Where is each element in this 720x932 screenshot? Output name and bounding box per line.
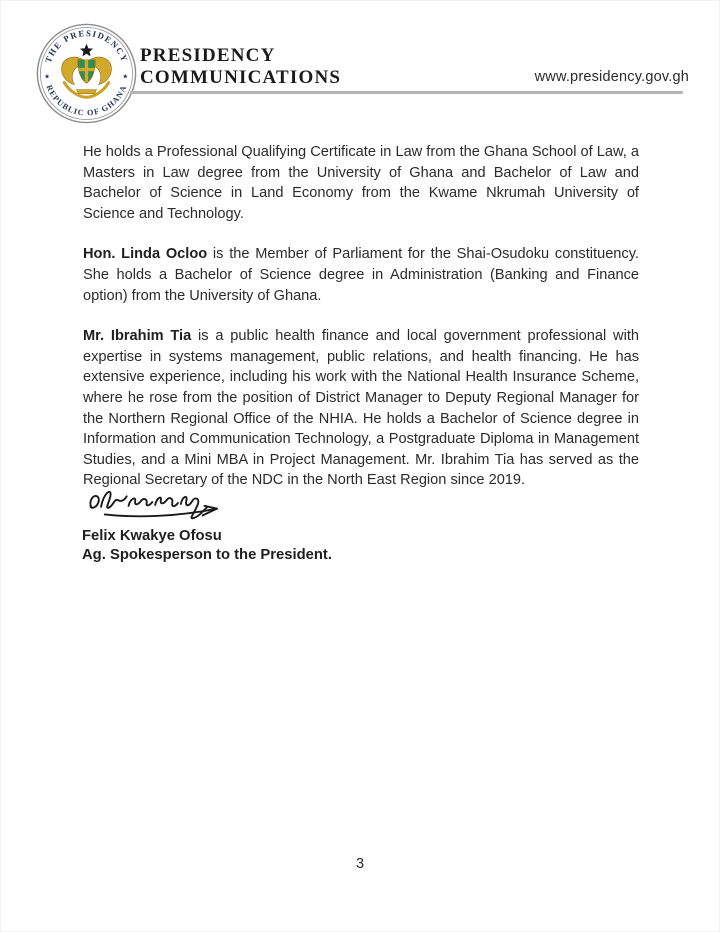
paragraph-text: is a public health finance and local government professional with expertise in systems management, public relations, and health financing. He has extensive experience, including his work with the National Health Insurance Scheme, where he rose from the position of District Manager to Deputy Regional Manager for the Northern Regional Office of the NHIA. He holds a Bachelor of Science degree in Information and Communication Technology, a Postgraduate Diploma in Management Studies, and a Mini MBA in Project Management. Mr. Ibrahim Tia has served as the Regional Secretary of the NDC in the North East Region since 2019. (83, 328, 639, 489)
seal-star-right-icon: ★ (122, 73, 129, 81)
seal-star-left-icon: ★ (44, 73, 50, 81)
paragraph-lead-bold: Mr. Ibrahim Tia (83, 328, 192, 345)
seal-top-text: THE PRESIDENCY (42, 28, 131, 65)
signatory-title: Ag. Spokesperson to the President. (82, 547, 332, 563)
signatory-name: Felix Kwakye Ofosu (82, 528, 222, 544)
page-number: 3 (355, 856, 365, 872)
letterhead-title-line1: PRESIDENCY (140, 45, 276, 66)
document-body (83, 142, 639, 511)
paragraph-lead-bold: Hon. Linda Ocloo (83, 246, 208, 263)
paragraph-ibrahim-tia (83, 326, 639, 491)
header-divider (130, 91, 683, 94)
paragraph-text: He holds a Professional Qualifying Certificate in Law from the Ghana School of Law, a Masters in Law degree from the University of Ghana and Bachelor of Law and Bachelor of Science in Land Economy from the Kwame Nkrumah University of Science and Technology. (83, 144, 639, 222)
paragraph-qualifications (83, 142, 639, 224)
paragraph-linda-ocloo (83, 244, 639, 306)
seal-bottom-text: REPUBLIC OF GHANA (44, 83, 129, 118)
letterhead-title (140, 45, 341, 89)
handwritten-signature-icon (82, 483, 234, 523)
signature-block (82, 483, 332, 563)
website-url: www.presidency.gov.gh (534, 69, 689, 85)
letterhead-title-line2: COMMUNICATIONS (140, 67, 342, 88)
paragraph-text: is the Member of Parliament for the Shai-Osudoku constituency. She holds a Bachelor of Science degree in Administration (Banking and Finance option) from the University of Ghana. (83, 246, 639, 304)
presidency-seal-icon (36, 20, 137, 127)
